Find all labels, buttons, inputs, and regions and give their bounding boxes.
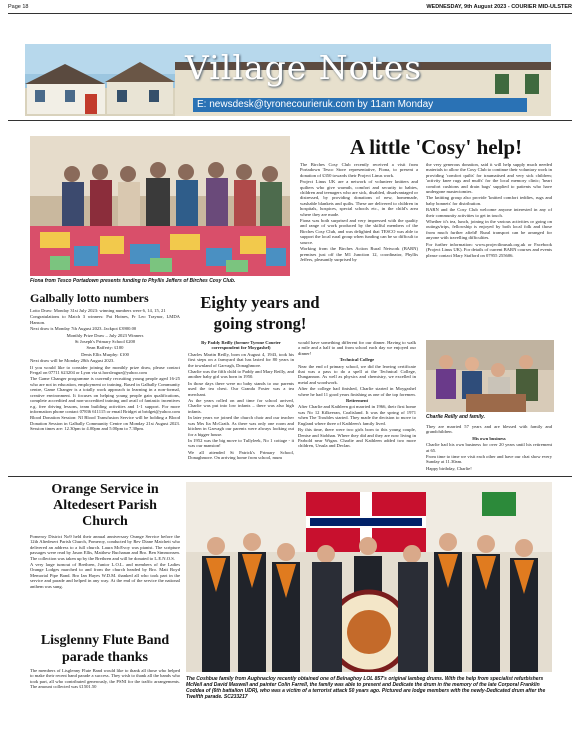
paragraph: BARN and the Cosy Club welcome anyone interested in any of their community activities to get in touch. xyxy=(426,207,552,218)
paragraph: For further information: www.projectlinusuk.org.uk or Facebook (Project Linus UK). For details of current BARN courses and events please contact Mary Stafford on 07955 255606. xyxy=(426,241,552,258)
paragraph: We all attended St Patrick's Primary School, Donaghmore. On arriving home from school, mum xyxy=(188,449,294,461)
eighty-column-3 xyxy=(426,424,552,472)
paragraph: Fiona was both surprised and very impressed with the quality and range of work produced by the skilful members of the Birches Cosy Club, and was delighted that TESCO was able to support the local rural group when funding can be so difficult to source. xyxy=(300,218,418,245)
flute-body xyxy=(30,668,180,691)
paragraph: St Joseph's Primary School £200 xyxy=(74,339,136,345)
paragraph: Pomeroy District No9 held their annual anniversary Orange Service before the 12th Altedesert Parish Church, Pomeroy, conducted by Rev Diane Matchett who delivered an address to a full church. Laura McEvoy was pianist. The scripture passages were read by Jason Ellis, Matthew Buchanan and Bro. Ben Simmonsen. The collection was taken up by the Brethren and will be donated to L.E.N.O.S. xyxy=(30,534,180,561)
cosy-club-photo xyxy=(30,136,290,276)
paragraph: Denis Ellis Murphy: £100 xyxy=(81,351,129,357)
paragraph: If you would like to consider joining the monthly prize draw, please contact Fergal on 07711 623204 or Lyon via st.horsleague@yahoo.com xyxy=(30,364,180,376)
coshbue-photo-caption: The Coshbue family from Aughnacloy recently obtained one of Belnaghoy LOL 857's original lambeg drums. With the help from specialist refurbishers McNeil and David Maxwell and painter Colin Farrell, the family was able to present and Dedicate the drum in the memory of the late Corporal Franklin Coddea of (6th battalion UDR), who was a victim of a terrorist attack 50 years ago. Pictured are lodge members with the newly-Dedicated drum after the Twelfth parade. SC233217 xyxy=(186,676,546,700)
paragraph: Congratulations to Match 3 winners: Pat Hoines, Fr Leo Traynor, LMDA Hanson. xyxy=(30,314,180,325)
cosy-club-photo-illustration xyxy=(30,136,290,276)
coshbue-family-photo xyxy=(186,482,552,672)
reilly-family-photo xyxy=(426,340,554,412)
paragraph: would have something different for our dinner. Having to walk a mile and a half to and from school each day we enjoyed our dinner! xyxy=(298,340,416,356)
coshbue-family-photo-illustration xyxy=(186,482,552,672)
reilly-family-photo-illustration xyxy=(426,340,554,412)
paragraph: By this time, there were two girls born to this young couple, Denise and Siobhan. Where they did and they are now living in Parbold near Wigan. Charlie and Kathleen added two more children, Ursula and Declan. xyxy=(298,427,416,449)
eighty-headline: Eighty years and going strong! xyxy=(200,293,320,333)
paragraph: Lotto Draw: Monday 31st July 2023: winning numbers were 6, 14, 15, 21 xyxy=(30,308,166,313)
eighty-column-1 xyxy=(188,340,294,462)
section-rule xyxy=(8,476,572,477)
cosy-photo-caption: Fiona from Tesco Portadown presents funding to Phyllis Jeffers of Birches Cosy Club. xyxy=(30,278,236,284)
paragraph: A very large turnout of Brethren, Junior L.O.L. and members of the Ladies Orange Lodges marched to and from the church headed by Bro. Matt Boyd Memorial Pipe Band. Bro Ian Hayes W.D.M. thanked all who took part in the service and parade and helped in any way. At the end of the service the national anthem was sung. xyxy=(30,562,180,589)
lotto-body xyxy=(30,308,180,433)
paragraph: Charlie had his own business for over 20 years until his retirement at 65. xyxy=(426,442,552,453)
paragraph: After the college had finished, Charlie started in Moygashel where he had 11 good years finishing as one of the top foremen. xyxy=(298,386,416,397)
paragraph: The Game Changer programme is currently recruiting young people aged 16-25 who are not in education, employment or training. Based in Galbally Community centre, Game Changer is a totally work approach to learning in a non-formal, creative environment. It focuses on helping young people gain qualifications, complete accredited and non-accredited training and avail of fantastic incentives e.g. free driving lessons, team building activities and 1-1 support. For more information phone contact 07836 611115 or email Bridget at bridget@yahoo.com xyxy=(30,376,180,414)
page-number: Page 18 xyxy=(8,4,29,10)
paragraph: Next draw is Monday 7th August 2023. Jackpot £3900.00 xyxy=(30,326,137,332)
paragraph: Next draw will be Monday 28th August 2023. xyxy=(30,358,115,364)
village-notes-banner xyxy=(25,44,551,116)
orange-body xyxy=(30,534,180,590)
paragraph: Happy birthday, Charlie! xyxy=(426,465,472,471)
reilly-photo-caption: Charlie Reilly and family. xyxy=(426,414,486,420)
orange-headline: Orange Service in Altedesert Parish Church xyxy=(51,482,159,529)
paragraph: Project Linus UK are a network of volunteer knitters and quilters who give warmth, comfort and security to babies, children and teenagers who are sick, disabled, disadvantaged or distressed, by providing donations of new, homemade, washable blankets and quilts. These are delivered to children in hospitals, hospices, special schools etc., in the child's area where they are made. xyxy=(300,179,418,217)
byline: By Paddy Reilly (former Tyrone Courier correspondent for Moygashel) xyxy=(201,340,281,351)
paragraph: Blood Donation Session: NI Blood Transfusion Service will be holding a Blood Donation Session in Galbally Community Centre on Monday 21st August 2023. Session times are: 12.30pm to 4.00pm and 5.00pm to 7.30pm. xyxy=(30,415,180,432)
cosy-column-2 xyxy=(426,162,552,259)
subhead: His own business xyxy=(472,435,506,441)
paragraph: Working from the Birches Action Rural Network (BARN) premises just off the M1 Junction 12, coordinator, Phyllis Jeffers, pleasantly surprised by xyxy=(300,246,418,262)
paragraph: From time to time we visit each other and have our chat show every Sunday at 11.30am. xyxy=(426,454,552,465)
paragraph: Charles Martin Reilly, born on August 4, 1943, took his first steps on a farmyard that has lasted for 80 years in the townland of Garvagh, Donaghmore. xyxy=(188,351,294,368)
paragraph: Whether it's tea, lunch, joining in the various activities or going on outings/trips, fellowship is enjoyed by both local folk and those from much further afield! Rural transport can be arranged for anyone with travelling difficulties. xyxy=(426,219,552,241)
subhead: Technical College xyxy=(339,357,375,363)
paragraph: The knitting group also provide 'knitted comfort teddies, rugs and baby bonnets' for distribution. xyxy=(426,195,552,206)
paragraph: the very generous donation, said it will help supply much needed materials to allow the Cosy Club to continue their voluntary work in providing 'comfort quilts' for traumatised and very sick children; 'activity knee rugs and muffs' for the local memory clinic; 'heart comfort cushions and drain bags' supplied to patients who have undergone mastectomies. xyxy=(426,162,552,195)
paragraph: Charlie was the fifth child to Paddy and Mary Reilly, and another baby girl was born in 1950. xyxy=(188,369,294,380)
publication-line: WEDNESDAY, 9th August 2023 - COURIER MID-ULSTER xyxy=(426,4,572,10)
paragraph: Sean Rafferty: £100 xyxy=(86,345,124,351)
paragraph: In 1952 was the big move to Tullyleek, No 1 cottage - it was our mansion! xyxy=(188,437,294,449)
banner-rule xyxy=(8,120,572,121)
paragraph: After Charlie and Kathleen got married in 1966, their first home was No 12 Kilkeeran, Coalisland. It was the spring of 1971 when The Troubles started. They made the decision to move to England where three of Kathleen's family lived. xyxy=(298,404,416,426)
lotto-headline: Galbally lotto numbers xyxy=(30,291,149,305)
banner-title: Village Notes xyxy=(185,48,423,87)
flute-headline: Lisglenny Flute Band parade thanks xyxy=(40,633,170,665)
header-rule xyxy=(8,13,572,14)
paragraph: As the years rolled on and time for school arrived, Charlie was put into low infants – there was also high infants. xyxy=(188,398,294,414)
paragraph: The Birches Cosy Club recently received a visit from Portadown Tesco Store representative, Fiona, to present a donation of £350 towards their Project Linus work. xyxy=(300,162,418,178)
paragraph: In those days there were no baby stands to our parents used the tea chest. Our Granda Foster was a tea merchant. xyxy=(188,380,294,397)
paragraph: The members of Lisglenny Flute Band would like to thank all those who helped to make their recent band parade a success. They wish to thank all the bands who took part, all who contributed generously, the PSNI for the traffic arrangements. The amount collected was £1501.50 xyxy=(30,668,180,690)
subhead: Retirement xyxy=(345,398,369,404)
eighty-column-2 xyxy=(298,340,416,450)
paragraph: Monthly Prize Draw – July 2023 Winners xyxy=(66,332,144,338)
cosy-column-1 xyxy=(300,162,418,263)
paragraph: They are married 57 years and are blessed with family and grandchildren. xyxy=(426,424,552,435)
paragraph: In later years we joined the church choir and our teacher was Mrs Ita McGrath. As there was only one room and kitchen in Garvagh our parents were always looking out for a bigger house. xyxy=(188,415,294,437)
banner-email: E: newsdesk@tyronecourieruk.com by 11am Monday xyxy=(193,98,527,112)
paragraph: Near the end of primary school, we did the leaving certificate that was a pass to do a spell at the Technical College, Dungannon. As well as physics and chemistry, we excelled in metal and woodwork. xyxy=(298,363,416,385)
cosy-headline: A little 'Cosy' help! xyxy=(350,135,523,159)
